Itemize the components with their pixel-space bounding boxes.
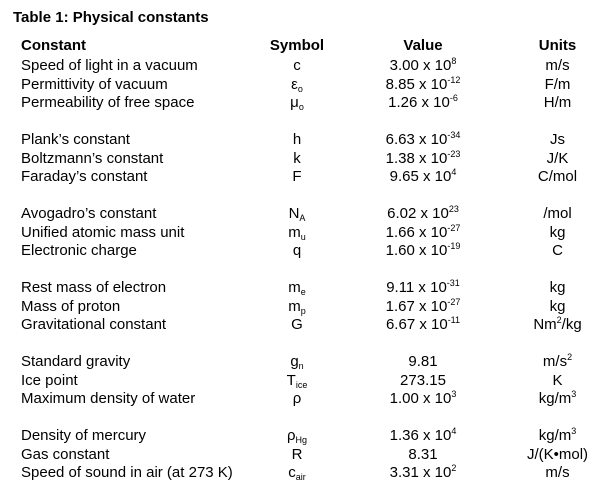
unit-cell	[500, 224, 610, 242]
constant-name: Ice point	[21, 371, 78, 389]
symbol-cell	[242, 372, 352, 390]
value-cell	[368, 94, 478, 112]
symbol-main: ρ	[292, 390, 302, 407]
unit-main: kg	[549, 279, 566, 296]
table-row	[0, 372, 610, 391]
value-mantissa: 1.38 x 10	[385, 149, 448, 167]
header-constant: Constant	[21, 37, 86, 54]
table-row	[0, 427, 610, 446]
symbol-subscript: e	[300, 287, 306, 297]
unit-exponent: 3	[571, 389, 577, 399]
symbol-cell	[242, 76, 352, 94]
unit-cell	[500, 316, 610, 334]
symbol-main: ρ	[286, 427, 296, 444]
value-exponent: -23	[447, 148, 461, 159]
symbol-cell	[242, 94, 352, 112]
value-exponent: 8	[451, 56, 457, 66]
symbol-cell	[242, 446, 352, 464]
symbol-cell	[242, 224, 352, 242]
unit-main: C/mol	[537, 168, 578, 185]
value-mantissa: 6.67 x 10	[385, 316, 448, 333]
symbol-subscript: air	[295, 472, 306, 482]
constant-name: Gravitational constant	[21, 316, 167, 333]
unit-cell	[500, 150, 610, 168]
constant-name: Rest mass of electron	[21, 279, 167, 296]
value-mantissa: 1.36 x 10	[389, 427, 452, 444]
symbol-main: m	[288, 297, 301, 315]
constant-group	[0, 353, 610, 409]
constant-name: Standard gravity	[21, 353, 131, 370]
value-exponent: -31	[446, 278, 460, 288]
unit-cell	[500, 464, 610, 482]
table-header-row	[0, 37, 610, 55]
value-cell	[368, 464, 478, 482]
symbol-subscript: ice	[295, 379, 308, 390]
symbol-cell	[242, 168, 352, 186]
constant-name: Mass of proton	[21, 297, 121, 315]
symbol-cell	[242, 353, 352, 371]
symbol-cell	[242, 390, 352, 408]
value-cell	[368, 150, 478, 168]
value-exponent: -34	[447, 130, 461, 140]
value-cell	[368, 242, 478, 260]
table-row	[0, 150, 610, 169]
constant-group	[0, 279, 610, 335]
value-cell	[368, 57, 478, 75]
unit-main: kg/m	[538, 390, 572, 407]
constant-name: Maximum density of water	[21, 390, 196, 407]
symbol-cell	[242, 298, 352, 316]
value-mantissa: 9.11 x 10	[386, 279, 447, 296]
value-cell	[368, 279, 478, 297]
table-row	[0, 353, 610, 372]
symbol-main: h	[292, 131, 302, 148]
value-mantissa: 8.31	[408, 445, 438, 463]
unit-main: Js	[550, 131, 565, 148]
value-cell	[368, 353, 478, 371]
symbol-main: N	[288, 205, 300, 222]
symbol-cell	[242, 279, 352, 297]
constant-name: Density of mercury	[21, 427, 147, 444]
unit-main: kg/m	[538, 427, 572, 444]
constant-name: Speed of sound in air (at 273 K)	[21, 464, 233, 481]
constant-name: Gas constant	[21, 445, 110, 463]
unit-exponent: 3	[571, 426, 577, 436]
unit-cell	[500, 390, 610, 408]
value-mantissa: 3.00 x 10	[389, 57, 452, 74]
constant-name: Unified atomic mass unit	[21, 223, 185, 241]
value-exponent: 4	[451, 426, 457, 436]
table-title: Table 1: Physical constants	[13, 9, 209, 26]
table-row	[0, 168, 610, 187]
symbol-main: F	[292, 168, 302, 185]
value-cell	[368, 316, 478, 334]
value-mantissa: 1.00 x 10	[389, 390, 452, 407]
constant-group	[0, 427, 610, 483]
unit-main: m/s	[545, 464, 570, 481]
value-exponent: 3	[451, 389, 457, 399]
table-row	[0, 464, 610, 483]
value-exponent: -19	[447, 241, 461, 251]
table-row	[0, 57, 610, 76]
unit-cell	[500, 279, 610, 297]
symbol-cell	[242, 150, 352, 168]
value-cell	[368, 224, 478, 242]
unit-main: H/m	[543, 94, 572, 111]
unit-cell	[500, 446, 610, 464]
value-mantissa: 9.81	[408, 353, 438, 370]
unit-cell	[500, 168, 610, 186]
symbol-cell	[242, 205, 352, 223]
constant-group	[0, 205, 610, 261]
symbol-subscript: A	[299, 213, 306, 223]
symbol-main: c	[293, 57, 301, 74]
symbol-main: m	[288, 279, 301, 296]
value-exponent: -11	[447, 315, 461, 325]
symbol-main: c	[288, 464, 296, 481]
value-cell	[368, 76, 478, 94]
symbol-cell	[242, 131, 352, 149]
unit-exponent: 2	[567, 352, 573, 362]
unit-cell	[500, 353, 610, 371]
symbol-main: m	[288, 223, 301, 241]
table-row	[0, 94, 610, 113]
table-row	[0, 316, 610, 335]
table-row	[0, 298, 610, 317]
table-row	[0, 390, 610, 409]
value-exponent: -27	[447, 222, 461, 233]
value-mantissa: 1.26 x 10	[388, 94, 450, 111]
constant-name: Permeability of free space	[21, 94, 195, 111]
value-exponent: -6	[449, 93, 458, 103]
value-mantissa: 1.60 x 10	[385, 242, 448, 259]
constant-name: Avogadro’s constant	[21, 205, 157, 222]
symbol-main: μ	[290, 94, 299, 111]
header-value: Value	[403, 37, 443, 54]
table-row	[0, 131, 610, 150]
value-exponent: 23	[448, 204, 459, 214]
unit-cell	[500, 94, 610, 112]
constant-group	[0, 131, 610, 187]
value-mantissa: 9.65 x 10	[389, 168, 452, 185]
unit-main: Nm	[533, 316, 557, 333]
unit-main: C	[552, 242, 563, 259]
unit-main: kg	[549, 223, 566, 241]
symbol-subscript: o	[297, 83, 303, 94]
value-cell	[368, 427, 478, 445]
unit-main: m/s	[545, 57, 570, 74]
value-cell	[368, 205, 478, 223]
value-exponent: -27	[447, 296, 461, 307]
symbol-main: T	[286, 371, 296, 389]
value-mantissa: 6.63 x 10	[385, 131, 448, 148]
header-units: Units	[538, 37, 577, 54]
constant-name: Permittivity of vacuum	[21, 75, 168, 93]
value-mantissa: 3.31 x 10	[389, 464, 452, 481]
table-row	[0, 279, 610, 298]
unit-cell	[500, 205, 610, 223]
value-exponent: -12	[447, 74, 461, 85]
table-row	[0, 76, 610, 95]
symbol-subscript: Hg	[295, 435, 308, 445]
constant-name: Boltzmann’s constant	[21, 149, 164, 167]
constant-name: Plank’s constant	[21, 131, 130, 148]
value-cell	[368, 446, 478, 464]
table-row	[0, 446, 610, 465]
value-exponent: 2	[451, 463, 457, 473]
unit-cell	[500, 427, 610, 445]
symbol-subscript: u	[300, 231, 306, 242]
symbol-main: g	[290, 353, 299, 370]
symbol-cell	[242, 316, 352, 334]
unit-cell	[500, 372, 610, 390]
value-mantissa: 1.66 x 10	[385, 223, 448, 241]
symbol-subscript: n	[298, 361, 304, 371]
unit-main: F/m	[544, 75, 571, 93]
unit-main: J/(K•mol)	[526, 445, 589, 463]
unit-main: m/s	[542, 353, 568, 370]
constant-name: Speed of light in a vacuum	[21, 57, 198, 74]
unit-cell	[500, 57, 610, 75]
value-cell	[368, 390, 478, 408]
value-exponent: 4	[451, 167, 457, 177]
value-mantissa: 8.85 x 10	[385, 75, 448, 93]
constant-name: Electronic charge	[21, 242, 137, 259]
symbol-main: G	[291, 316, 303, 333]
symbol-subscript: p	[300, 305, 306, 316]
unit-cell	[500, 76, 610, 94]
value-mantissa: 6.02 x 10	[387, 205, 449, 222]
value-mantissa: 1.67 x 10	[385, 297, 448, 315]
table-row	[0, 242, 610, 261]
symbol-main: ε	[291, 75, 298, 93]
symbol-cell	[242, 427, 352, 445]
unit-main: J/K	[546, 149, 569, 167]
value-mantissa: 273.15	[400, 371, 446, 389]
value-cell	[368, 372, 478, 390]
unit-cell	[500, 131, 610, 149]
constant-name: Faraday’s constant	[21, 168, 148, 185]
unit-main: K	[552, 371, 563, 389]
symbol-cell	[242, 57, 352, 75]
value-cell	[368, 131, 478, 149]
constant-group	[0, 57, 610, 113]
symbol-cell	[242, 242, 352, 260]
symbol-subscript: o	[298, 102, 304, 112]
header-symbol: Symbol	[269, 37, 325, 54]
unit-main: /mol	[543, 205, 572, 222]
symbol-main: R	[291, 445, 303, 463]
symbol-main: q	[292, 242, 302, 259]
unit-main: kg	[549, 297, 566, 315]
symbol-cell	[242, 464, 352, 482]
unit-cell	[500, 242, 610, 260]
table-row	[0, 224, 610, 243]
value-cell	[368, 298, 478, 316]
table-row	[0, 205, 610, 224]
unit-tail: /kg	[561, 316, 582, 333]
symbol-main: k	[293, 149, 301, 167]
unit-cell	[500, 298, 610, 316]
unit-exponent: 2	[556, 315, 562, 325]
value-cell	[368, 168, 478, 186]
